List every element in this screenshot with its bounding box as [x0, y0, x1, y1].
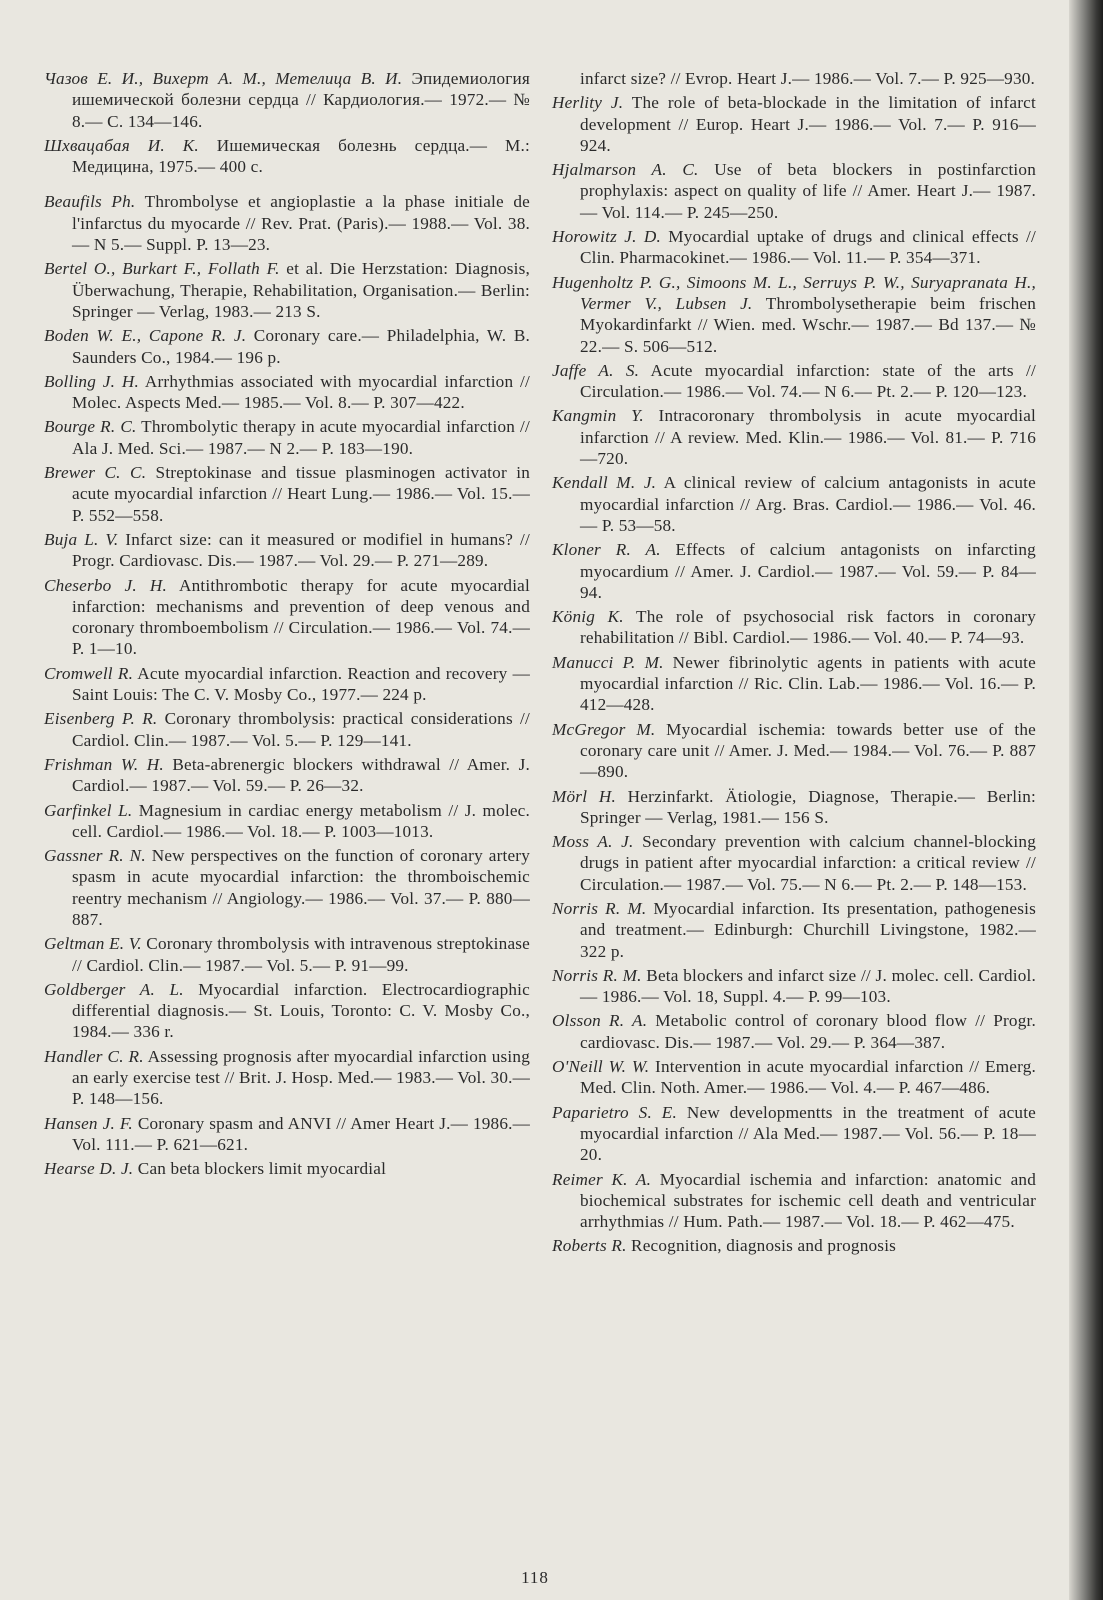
reference-text: Intracoronary thrombolysis in acute myocardial infarction // A review. Med. Klin.— 1986.— Vol. 81.— P. 716—720.: [580, 406, 1037, 469]
reference-text: Thrombolyse et angioplastie a la phase initiale de l'infarctus du myocarde // Rev. Prat. (Paris).— 1988.— Vol. 38.— N 5.— Suppl. P. 13—23.: [72, 192, 530, 255]
reference-text: Assessing prognosis after myocardial infarction using an early exercise test // Brit. J. Hosp. Med.— 1983.— Vol. 30.— P. 148—156.: [72, 1046, 530, 1109]
reference-text: Newer fibrinolytic agents in patients with acute myocardial infarction // Ric. Clin. Lab.— 1986.— Vol. 16.— P. 412—428.: [580, 652, 1036, 715]
reference-authors: O'Neill W. W.: [552, 1057, 650, 1077]
reference-authors: Brewer C. C.: [44, 463, 147, 483]
reference-authors: Geltman E. V.: [44, 934, 142, 954]
reference-entry: [44, 979, 530, 1043]
reference-text: Can beta blockers limit myocardial: [133, 1159, 387, 1179]
reference-entry: [552, 1056, 1036, 1099]
reference-authors: Шхвацабая И. К.: [44, 135, 199, 155]
reference-text: Myocardial ischemia: towards better use of the coronary care unit // Amer. J. Med.— 1984.— Vol. 76.— P. 887—890.: [580, 719, 1036, 782]
reference-text: Coronary spasm and ANVI // Amer Heart J.— 1986.— Vol. 111.— P. 621—621.: [72, 1113, 531, 1154]
reference-authors: McGregor M.: [552, 719, 656, 739]
reference-text: Thrombolytic therapy in acute myocardial infarction // Ala J. Med. Sci.— 1987.— N 2.— P. 183—190.: [72, 417, 530, 458]
reference-entry: [44, 529, 530, 572]
reference-text: Metabolic control of coronary blood flow // Progr. cardiovasc. Dis.— 1987.— Vol. 29.— P. 364—387.: [580, 1011, 1036, 1052]
reference-entry: [44, 663, 530, 706]
reference-entry: [552, 606, 1036, 649]
reference-entry: [44, 325, 530, 368]
reference-authors: Cheserbo J. H.: [44, 575, 167, 595]
reference-text: Thrombolysetherapie beim frischen Myokardinfarkt // Wien. med. Wschr.— 1987.— Bd 137.— № 22.— S. 506—512.: [580, 293, 1036, 356]
reference-entry: [44, 191, 530, 255]
reference-entry: [552, 1102, 1036, 1166]
reference-entry: [44, 68, 530, 132]
reference-entry: [44, 933, 530, 976]
reference-text: Эпидемиология ишемической болезни сердца // Кардиология.— 1972.— № 8.— С. 134—146.: [72, 69, 530, 131]
reference-authors: Чазов Е. И., Вихерт А. М., Метелица В. И.: [44, 69, 403, 88]
reference-entry: [552, 272, 1036, 357]
reference-entry: [44, 845, 530, 930]
reference-authors: Horowitz J. D.: [552, 227, 661, 247]
reference-entry: [44, 800, 530, 843]
reference-text: Myocardial infarction. Electrocardiographic differential diagnosis.— St. Louis, Toronto: C. V. Mosby Co., 1984.— 336 r.: [72, 979, 530, 1042]
reference-entry: [44, 575, 530, 660]
reference-text: Intervention in acute myocardial infarction // Emerg. Med. Clin. Noth. Amer.— 1986.— Vol. 4.— P. 467—486.: [580, 1057, 1036, 1098]
reference-text: Secondary prevention with calcium channel-blocking drugs in patient after myocardial infarction: a critical review // Circulation.— 1987.— Vol. 75.— N 6.— Pt. 2.— P. 148—153.: [580, 832, 1036, 894]
reference-text: Effects of calcium antagonists on infarcting myocardium // Amer. J. Cardiol.— 1987.— Vol. 59.— P. 84—94.: [580, 540, 1036, 602]
reference-authors: Boden W. E., Capone R. J.: [44, 326, 247, 346]
reference-text: Ишемическая болезнь сердца.— М.: Медицина, 1975.— 400 с.: [72, 135, 530, 177]
reference-entry: [552, 831, 1036, 895]
reference-entry: [552, 898, 1036, 962]
reference-text: A clinical review of calcium antagonists in acute myocardial infarction // Arg. Bras. Cardiol.— 1986.— Vol. 46.— P. 53—58.: [580, 473, 1036, 535]
reference-column-right: [552, 68, 1036, 1260]
reference-authors: Norris R. M.: [552, 965, 642, 985]
reference-text: et al. Die Herzstation: Diagnosis, Überwachung, Therapie, Rehabilitation, Organisation.— Berlin: Springer — Verlag, 1983.— 213 S.: [72, 259, 530, 321]
reference-text: Coronary thrombolysis with intravenous streptokinase // Cardiol. Clin.— 1987.— Vol. 5.— P. 91—99.: [72, 934, 530, 975]
reference-authors: Frishman W. H.: [44, 754, 164, 774]
page-number: 118: [521, 1568, 549, 1587]
reference-column-left: [44, 68, 530, 1183]
reference-authors: Hugenholtz P. G., Simoons M. L., Serruys P. W., Suryapranata H., Vermer V., Lubsen J.: [552, 272, 1036, 313]
reference-authors: Reimer K. A.: [552, 1169, 652, 1189]
reference-authors: Hearse D. J.: [44, 1159, 134, 1179]
reference-authors: Kloner R. A.: [552, 540, 661, 560]
reference-entry: [552, 92, 1036, 156]
reference-entry: [552, 1010, 1036, 1053]
reference-authors: Eisenberg P. R.: [44, 709, 158, 729]
reference-entry: [552, 1169, 1036, 1233]
reference-authors: Handler C. R.: [44, 1046, 144, 1066]
reference-entry: [552, 786, 1036, 829]
reference-authors: Goldberger A. L.: [44, 979, 184, 999]
reference-text: Myocardial infarction. Its presentation, pathogenesis and treatment.— Edinburgh: Churchill Livingstone, 1982.— 322 p.: [580, 898, 1036, 961]
reference-authors: Manucci P. M.: [552, 652, 664, 672]
reference-entry: [552, 472, 1036, 536]
reference-text: Myocardial ischemia and infarction: anatomic and biochemical substrates for ischemic cell death and ventricular arrhythmias // Hum. Path.— 1987.— Vol. 18.— P. 462—475.: [580, 1169, 1037, 1232]
reference-authors: König K.: [552, 607, 624, 627]
reference-authors: Buja L. V.: [44, 529, 119, 549]
reference-authors: Mörl H.: [552, 786, 616, 806]
reference-text: The role of psychosocial risk factors in coronary rehabilitation // Bibl. Cardiol.— 1986.— Vol. 40.— P. 74—93.: [580, 607, 1036, 648]
reference-authors: Kangmin Y.: [552, 406, 644, 426]
reference-authors: Jaffe A. S.: [552, 360, 640, 380]
reference-text: Coronary care.— Philadelphia, W. B. Saunders Co., 1984.— 196 p.: [72, 326, 530, 367]
reference-entry: [552, 405, 1036, 469]
reference-authors: Olsson R. A.: [552, 1011, 648, 1031]
reference-text: Beta-abrenergic blockers withdrawal // Amer. J. Cardiol.— 1987.— Vol. 59.— P. 26—32.: [72, 754, 531, 796]
reference-entry: [44, 708, 530, 751]
reference-entry: [552, 159, 1036, 223]
reference-text: Streptokinase and tissue plasminogen activator in acute myocardial infarction // Heart Lung.— 1986.— Vol. 15.— P. 552—558.: [72, 463, 530, 525]
reference-text: Herzinfarkt. Ätiologie, Diagnose, Therapie.— Berlin: Springer — Verlag, 1981.— 156 S.: [580, 786, 1036, 827]
reference-text: Beta blockers and infarct size // J. molec. cell. Cardiol.— 1986.— Vol. 18, Suppl. 4.— P. 99—103.: [580, 965, 1036, 1007]
reference-entry: [44, 416, 530, 459]
reference-text: New developmentts in the treatment of acute myocardial infarction // Ala Med.— 1987.— Vol. 56.— P. 18—20.: [580, 1102, 1036, 1165]
reference-authors: Bourge R. C.: [44, 417, 137, 437]
reference-entry: [552, 719, 1036, 783]
reference-text: Coronary thrombolysis: practical considerations // Cardiol. Clin.— 1987.— Vol. 5.— P. 129—141.: [72, 709, 530, 750]
reference-authors: Garfinkel L.: [44, 800, 133, 820]
reference-entry: [44, 135, 530, 178]
reference-text: infarct size? // Evrop. Heart J.— 1986.— Vol. 7.— P. 925—930.: [580, 69, 1036, 88]
reference-text: Myocardial uptake of drugs and clinical effects // Clin. Pharmacokinet.— 1986.— Vol. 11.— P. 354—371.: [580, 227, 1036, 268]
reference-entry: [552, 68, 1036, 89]
reference-authors: Norris R. M.: [552, 898, 647, 918]
reference-text: New perspectives on the function of coronary artery spasm in acute myocardial infarction: the thromboischemic reentry mechanism // Angiology.— 1986.— Vol. 37.— P. 880—887.: [72, 846, 531, 929]
reference-entry: [44, 371, 530, 414]
reference-authors: Roberts R.: [552, 1236, 627, 1256]
reference-text: Use of beta blockers in postinfarction prophylaxis: aspect on quality of life // Amer. Heart J.— 1987.— Vol. 114.— P. 245—250.: [580, 160, 1036, 222]
reference-text: Acute myocardial infarction. Reaction and recovery — Saint Louis: The C. V. Mosby Co., 1977.— 224 p.: [72, 663, 530, 705]
reference-entry: [552, 1235, 1036, 1256]
reference-authors: Bertel O., Burkart F., Follath F.: [44, 259, 280, 279]
reference-authors: Bolling J. H.: [44, 371, 140, 391]
reference-entry: [552, 965, 1036, 1008]
reference-authors: Herlity J.: [552, 93, 624, 113]
reference-entry: [44, 258, 530, 322]
reference-text: Arrhythmias associated with myocardial infarction // Molec. Aspects Med.— 1985.— Vol. 8.— P. 307—422.: [72, 371, 531, 413]
reference-authors: Kendall M. J.: [552, 473, 657, 493]
reference-entry: [44, 1158, 530, 1179]
reference-text: The role of beta-blockade in the limitation of infarct development // Europ. Heart J.— 1986.— Vol. 7.— P. 916—924.: [580, 93, 1036, 155]
reference-entry: [44, 1113, 530, 1156]
reference-authors: Cromwell R.: [44, 663, 134, 683]
book-spine-shadow: [1069, 0, 1103, 1600]
reference-entry: [552, 539, 1036, 603]
reference-entry: [44, 462, 530, 526]
reference-authors: Hansen J. F.: [44, 1113, 133, 1133]
reference-entry: [552, 652, 1036, 716]
reference-text: Magnesium in cardiac energy metabolism // J. molec. cell. Cardiol.— 1986.— Vol. 18.— P. 1003—1013.: [72, 800, 530, 841]
reference-text: Antithrombotic therapy for acute myocardial infarction: mechanisms and prevention of deep venous and coronary thromboembolism // Circulation.— 1986.— Vol. 74.— P. 1—10.: [72, 575, 530, 659]
reference-authors: Gassner R. N.: [44, 846, 146, 866]
reference-entry: [44, 754, 530, 797]
reference-entry: [552, 226, 1036, 269]
reference-authors: Paparietro S. E.: [552, 1102, 678, 1122]
reference-authors: Hjalmarson A. C.: [552, 160, 699, 180]
reference-text: Acute myocardial infarction: state of the arts // Circulation.— 1986.— Vol. 74.— N 6.— Pt. 2.— P. 120—123.: [580, 360, 1036, 402]
reference-text: Recognition, diagnosis and prognosis: [626, 1236, 897, 1256]
reference-text: Infarct size: can it measured or modifiel in humans? // Progr. Cardiovasc. Dis.— 1987.— Vol. 29.— P. 271—289.: [72, 529, 530, 571]
reference-entry: [44, 1046, 530, 1110]
reference-entry: [552, 360, 1036, 403]
reference-authors: Moss A. J.: [552, 832, 634, 852]
reference-authors: Beaufils Ph.: [44, 192, 136, 212]
